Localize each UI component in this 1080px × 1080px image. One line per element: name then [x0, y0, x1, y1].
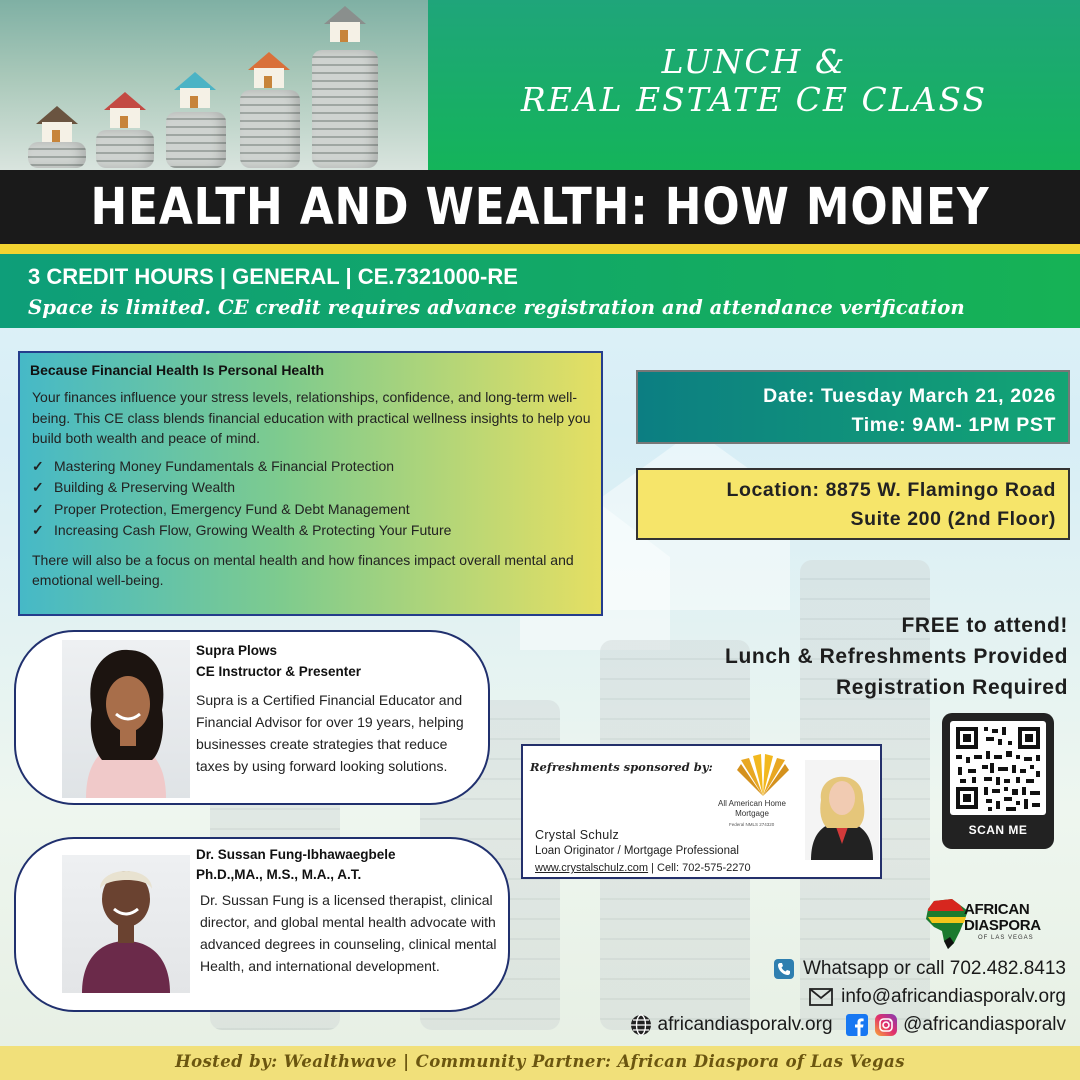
- presenter-name: Supra Plows: [196, 643, 278, 658]
- location-box: [636, 468, 1070, 540]
- info-box: [18, 351, 603, 616]
- org-name-line-3: OF LAS VEGAS: [978, 935, 1034, 941]
- presenter-role: CE Instructor & Presenter: [196, 664, 362, 679]
- scan-me-label: SCAN ME: [968, 823, 1028, 837]
- location-line-2: Suite 200 (2nd Floor): [850, 508, 1056, 530]
- sponsor-heading: Refreshments sponsored by:: [530, 760, 713, 774]
- presenter-card: [14, 630, 490, 805]
- sponsor-name: Crystal Schulz: [535, 828, 620, 842]
- presenter-photo: [62, 640, 190, 798]
- org-name-line-1: AFRICAN: [964, 901, 1030, 918]
- list-item: ✓ Proper Protection, Emergency Fund & Debt Management: [30, 499, 591, 521]
- event-date: Date: Tuesday March 21, 2026: [763, 385, 1056, 407]
- footer-text: Hosted by: Wealthwave | Community Partner: African Diaspora of Las Vegas: [175, 1052, 905, 1071]
- presenter-bio: Supra is a Certified Financial Educator and Financial Advisor for over 19 years, helping businesses create strategies that reduce taxes by using forward looking solutions.: [196, 692, 464, 774]
- presenter-bio: Dr. Sussan Fung is a licensed therapist, clinical director, and global mental health advocate with advanced degrees in counseling, clinical mental Health, and international development.: [200, 892, 497, 974]
- sponsor-card: [521, 744, 882, 879]
- email-text: info@africandiasporalv.org: [841, 986, 1066, 1007]
- list-item: ✓ Building & Preserving Wealth: [30, 477, 591, 499]
- presenter-credentials: Ph.D.,MA., M.S., M.A., A.T.: [196, 867, 362, 882]
- qr-code-card[interactable]: [942, 713, 1054, 849]
- credit-band: [0, 254, 1080, 328]
- phone-contact[interactable]: [773, 958, 1066, 980]
- houses-on-coins-photo: [0, 0, 428, 170]
- check-icon: ✓: [32, 522, 44, 538]
- registration-note: Space is limited. CE credit requires advance registration and attendance verification: [28, 295, 965, 319]
- yellow-stripe: [0, 244, 1080, 254]
- lunch-provided: Lunch & Refreshments Provided: [725, 645, 1068, 668]
- list-item: ✓ Increasing Cash Flow, Growing Wealth & Protecting Your Future: [30, 520, 591, 542]
- sponsor-title: Loan Originator / Mortgage Professional: [535, 845, 739, 857]
- sponsor-website-link[interactable]: www.crystalschulz.com: [535, 862, 649, 874]
- sponsor-logo-icon: [735, 754, 791, 796]
- info-footer: There will also be a focus on mental health and how finances impact overall mental and emotional well-being.: [32, 551, 574, 588]
- facebook-icon[interactable]: [846, 1014, 868, 1036]
- offer-text: [560, 610, 1068, 703]
- footer-bar: [0, 1046, 1080, 1080]
- credit-hours: 3 CREDIT HOURS | GENERAL | CE.7321000-RE: [28, 264, 518, 289]
- info-heading: Because Financial Health Is Personal Health: [30, 362, 325, 378]
- check-icon: ✓: [32, 500, 44, 517]
- date-time-box: [636, 370, 1070, 444]
- check-icon: ✓: [32, 457, 44, 474]
- presenter-name: Dr. Sussan Fung-Ibhawaegbele: [196, 847, 396, 862]
- sponsor-photo: [805, 760, 879, 860]
- list-item: ✓ Mastering Money Fundamentals & Financial Protection: [30, 456, 591, 478]
- sponsor-cell: | Cell: 702-575-2270: [648, 862, 751, 874]
- header-panel: [428, 0, 1080, 170]
- header-line-2: REAL ESTATE CE CLASS: [520, 80, 988, 119]
- org-name-line-2: DIASPORA: [964, 917, 1041, 934]
- web-social-contact[interactable]: [630, 1014, 1066, 1036]
- instagram-icon[interactable]: [875, 1014, 897, 1036]
- presenter-photo: [62, 855, 190, 993]
- info-intro: Your finances influence your stress levels, relationships, confidence, and long-term well-being. This CE class blends financial education with practical wellness insights to help you build both wealth and peace of mind.: [32, 389, 591, 446]
- presenter-card: [14, 837, 510, 1012]
- qr-code-icon[interactable]: [950, 721, 1046, 815]
- sponsor-nmls: Federal NMLS 274320: [729, 822, 775, 827]
- check-icon: ✓: [32, 479, 44, 495]
- mail-icon: [809, 988, 833, 1006]
- event-time: Time: 9AM- 1PM PST: [851, 414, 1056, 436]
- phone-icon: [773, 958, 795, 980]
- african-diaspora-logo: [924, 895, 1064, 955]
- header-line-1: LUNCH &: [661, 42, 847, 81]
- location-line-1: Location: 8875 W. Flamingo Road: [726, 479, 1056, 501]
- registration-required: Registration Required: [836, 676, 1068, 699]
- website-text[interactable]: africandiasporalv.org: [657, 1014, 833, 1036]
- social-handle[interactable]: @africandiasporalv: [903, 1014, 1066, 1036]
- phone-text: Whatsapp or call 702.482.8413: [802, 958, 1066, 980]
- email-contact[interactable]: [809, 986, 1066, 1008]
- sponsor-company: All American Home Mortgage: [717, 799, 787, 818]
- title-bar: [0, 170, 1080, 244]
- free-attend: FREE to attend!: [901, 614, 1068, 637]
- page-title: HEALTH AND WEALTH: HOW MONEY: [90, 178, 990, 237]
- sponsor-contact: [535, 862, 751, 874]
- topic-list: [30, 456, 591, 542]
- globe-icon: [630, 1014, 652, 1036]
